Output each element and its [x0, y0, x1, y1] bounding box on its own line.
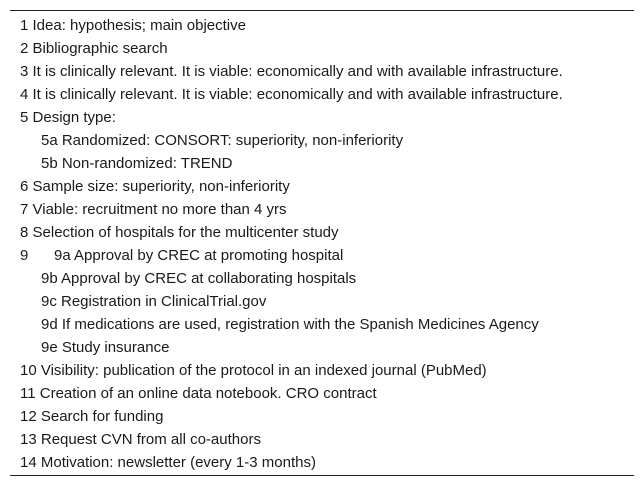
subitem-text: 5a Randomized: CONSORT: superiority, non-inferiority [41, 132, 404, 149]
subitem-text: 5b Non-randomized: TREND [41, 155, 233, 172]
list-item [20, 60, 628, 83]
item-text: Viable: recruitment no more than 4 yrs [32, 201, 287, 218]
item-number: 9 [20, 247, 29, 264]
list-item [20, 175, 628, 198]
item-text: Creation of an online data notebook. CRO contract [39, 385, 377, 402]
list-item [20, 359, 628, 382]
list-subitem [20, 313, 628, 336]
item-number: 5 [20, 109, 29, 126]
subitem-text: 9b Approval by CREC at collaborating hospitals [41, 270, 357, 287]
checklist-table [10, 10, 634, 476]
list-item [20, 428, 628, 451]
item-text: Visibility: publication of the protocol in an indexed journal (PubMed) [40, 362, 487, 379]
list-subitem [20, 336, 628, 359]
list-subitem [20, 290, 628, 313]
item-text: Sample size: superiority, non-inferiority [32, 178, 290, 195]
list-subitem [20, 267, 628, 290]
subitem-text: 9c Registration in ClinicalTrial.gov [41, 293, 267, 310]
item-number: 2 [20, 40, 29, 57]
item-text: Idea: hypothesis; main objective [32, 17, 246, 34]
item-number: 1 [20, 17, 29, 34]
item-text: It is clinically relevant. It is viable: economically and with available infrastructure. [32, 86, 563, 103]
item-text: Search for funding [40, 408, 164, 425]
item-number: 14 [20, 454, 37, 471]
list-item [20, 37, 628, 60]
item-number: 12 [20, 408, 37, 425]
item-number: 8 [20, 224, 29, 241]
list-subitem [20, 129, 628, 152]
item-number: 10 [20, 362, 37, 379]
list-item [20, 221, 628, 244]
item-text: Design type: [32, 109, 116, 126]
list-item [20, 405, 628, 428]
list-item [20, 198, 628, 221]
list-item [20, 451, 628, 474]
item-text: 9a Approval by CREC at promoting hospital [54, 247, 344, 264]
item-text: Selection of hospitals for the multicenter study [32, 224, 339, 241]
item-number: 3 [20, 63, 29, 80]
item-number: 13 [20, 431, 37, 448]
item-number: 7 [20, 201, 29, 218]
list-item [20, 382, 628, 405]
item-number: 6 [20, 178, 29, 195]
subitem-text: 9e Study insurance [41, 339, 170, 356]
item-text: Bibliographic search [32, 40, 168, 57]
item-text: It is clinically relevant. It is viable: economically and with available infrastructure. [32, 63, 563, 80]
item-number: 4 [20, 86, 29, 103]
list-item [20, 244, 628, 267]
subitem-text: 9d If medications are used, registration with the Spanish Medicines Agency [41, 316, 539, 333]
list-item [20, 106, 628, 129]
list-item [20, 83, 628, 106]
checklist-rows [20, 14, 628, 474]
item-number: 11 [20, 385, 36, 402]
list-item [20, 14, 628, 37]
item-text: Request CVN from all co-authors [40, 431, 261, 448]
list-subitem [20, 152, 628, 175]
item-text: Motivation: newsletter (every 1-3 months) [40, 454, 316, 471]
